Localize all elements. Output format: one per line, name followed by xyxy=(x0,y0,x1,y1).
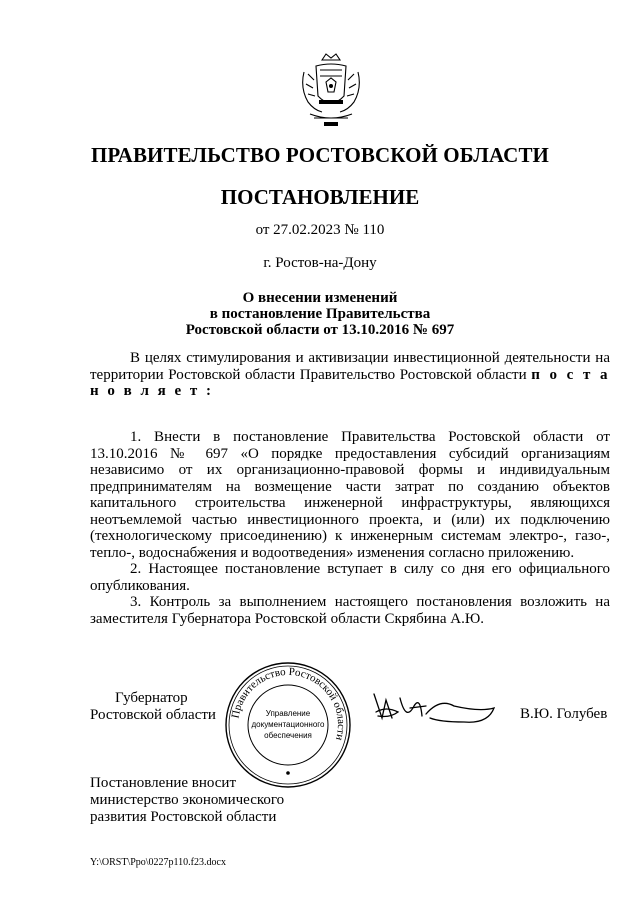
resolution-items xyxy=(90,429,610,627)
coat-of-arms-icon xyxy=(300,52,362,128)
introduced-by-line: развития Ростовской области xyxy=(90,809,277,825)
svg-text:Управление: Управление xyxy=(265,709,311,718)
resolution-item: 1. Внести в постановление Правительства Ростовской области от 13.10.2016 № 697 «О порядке предоставления субсидий организациям независимо от их организационно-правовой формы и индивидуальным предпринимателям на возмещение части затрат по созданию объектов капитального строительства инженерной инфраструктуры, являющихся неотъемлемой частью инвестиционного проекта, и (или) их подключению (технологическому присоединению) к инженерным системам электро-, газо-, тепло-, водоснабжения и водоотведения» изменения согласно приложению. xyxy=(90,429,610,561)
introduced-by-line: министерство экономического xyxy=(90,792,285,808)
svg-text:обеспечения: обеспечения xyxy=(264,731,312,740)
svg-text:Правительство Ростовской облас: Правительство Ростовской области xyxy=(229,665,348,742)
document-city: г. Ростов-на-Дону xyxy=(263,255,377,271)
preamble xyxy=(90,350,610,400)
document-date-number: от 27.02.2023 № 110 xyxy=(255,222,385,238)
subject-line: в постановление Правительства xyxy=(209,306,431,322)
resolution-item: 3. Контроль за выполнением настоящего постановления возложить на заместителя Губернатора Ростовской области Скрябина А.Ю. xyxy=(90,594,610,627)
preamble-paragraph xyxy=(90,350,610,400)
handwritten-signature xyxy=(370,688,498,732)
official-stamp xyxy=(223,660,353,790)
file-path: Y:\ORST\Ppo\0227p110.f23.docx xyxy=(90,857,226,868)
resolution-item: 2. Настоящее постановление вступает в силу со дня его официального опубликования. xyxy=(90,561,610,594)
svg-text:документационного: документационного xyxy=(251,720,325,729)
signatory-name: В.Ю. Голубев xyxy=(520,706,608,722)
preamble-text: В целях стимулирования и активизации инвестиционной деятельности на территории Ростовской области Правительство Ростовской области xyxy=(90,350,610,383)
decision-word: п о с т а н о в л я е т : xyxy=(90,366,610,399)
introduced-by-line: Постановление вносит xyxy=(90,775,237,791)
document-subject xyxy=(0,290,640,338)
subject-line: Ростовской области от 13.10.2016 № 697 xyxy=(185,322,455,338)
document-type: ПОСТАНОВЛЕНИЕ xyxy=(220,185,420,209)
government-name: ПРАВИТЕЛЬСТВО РОСТОВСКОЙ ОБЛАСТИ xyxy=(91,143,549,167)
signatory-role-line: Ростовской области xyxy=(90,707,216,723)
introduced-by xyxy=(90,775,350,826)
subject-line: О внесении изменений xyxy=(242,290,398,306)
signatory-role xyxy=(90,690,225,724)
signatory-role-line: Губернатор xyxy=(115,690,188,706)
